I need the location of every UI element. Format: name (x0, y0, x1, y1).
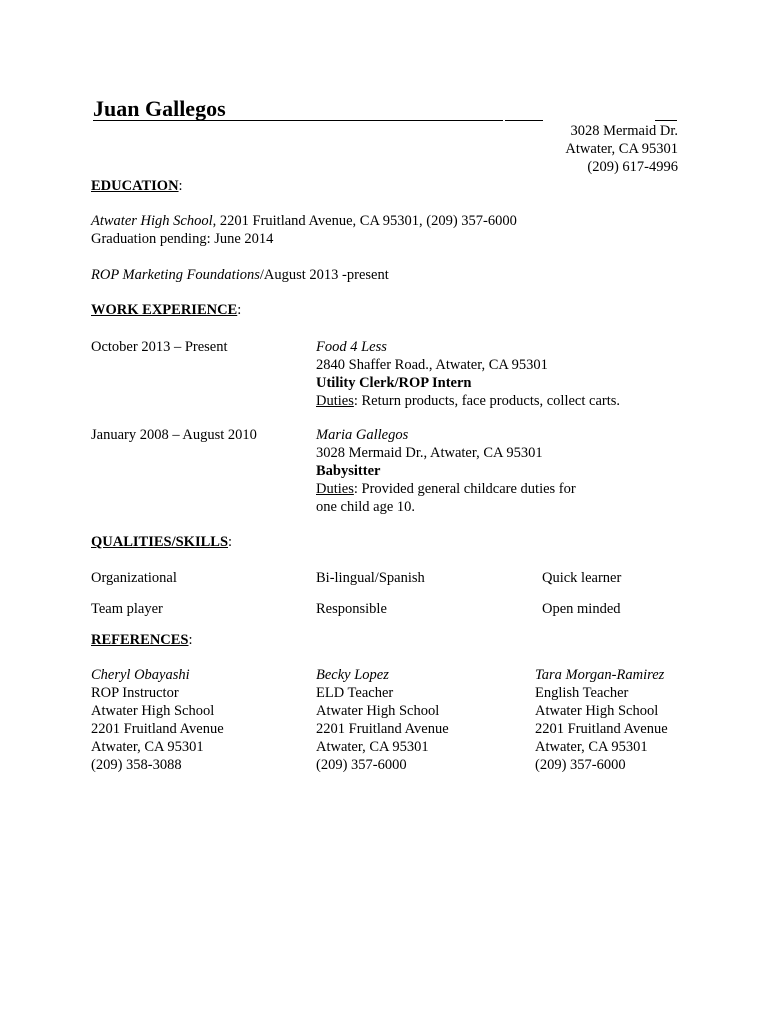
education-program-line (91, 266, 389, 284)
duties-label: Duties (316, 393, 354, 409)
duties-text: : Provided general childcare duties for (353, 481, 576, 497)
reference-phone: (209) 357-6000 (535, 757, 626, 773)
references-heading (91, 631, 193, 649)
job-details (316, 338, 620, 410)
duties-text-continued: one child age 10. (316, 499, 416, 515)
skills-heading (91, 533, 232, 551)
references-heading-text: REFERENCES (91, 632, 189, 648)
education-heading-text: EDUCATION (91, 178, 179, 194)
job-dates: October 2013 – Present (91, 339, 228, 355)
reference-card (535, 666, 668, 774)
education-school-line (91, 212, 517, 230)
reference-street: 2201 Fruitland Avenue (535, 721, 668, 737)
job-duties (316, 392, 620, 410)
work-heading-colon: : (237, 302, 242, 318)
reference-phone: (209) 358-3088 (91, 757, 182, 773)
name-underline-segment (505, 120, 543, 121)
work-heading-text: WORK EXPERIENCE (91, 302, 238, 318)
skills-heading-colon: : (228, 534, 233, 550)
reference-card (316, 666, 449, 774)
contact-phone: (209) 617-4996 (587, 159, 678, 175)
references-heading-colon: : (188, 632, 193, 648)
reference-city: Atwater, CA 95301 (91, 739, 204, 755)
skill-item: Bi-lingual/Spanish (316, 570, 425, 586)
reference-phone: (209) 357-6000 (316, 757, 407, 773)
reference-name: Becky Lopez (316, 667, 389, 683)
job-address: 2840 Shaffer Road., Atwater, CA 95301 (316, 357, 548, 373)
reference-city: Atwater, CA 95301 (316, 739, 429, 755)
skill-item: Responsible (316, 601, 387, 617)
reference-role: English Teacher (535, 685, 629, 701)
name-underline-segment-end (655, 120, 677, 121)
skill-item: Quick learner (542, 570, 622, 586)
education-heading (91, 177, 183, 195)
contact-address-line2: Atwater, CA 95301 (565, 141, 678, 157)
skill-item: Organizational (91, 570, 177, 586)
name-underline (93, 120, 503, 121)
reference-street: 2201 Fruitland Avenue (316, 721, 449, 737)
contact-address-line1: 3028 Mermaid Dr. (570, 123, 678, 139)
school-details: , 2201 Fruitland Avenue, CA 95301, (209) 357-6000 (212, 213, 517, 229)
reference-school: Atwater High School (91, 703, 215, 719)
job-duties (316, 480, 576, 498)
reference-name: Cheryl Obayashi (91, 667, 190, 683)
education-heading-colon: : (178, 178, 183, 194)
reference-school: Atwater High School (535, 703, 659, 719)
reference-street: 2201 Fruitland Avenue (91, 721, 224, 737)
skill-item: Open minded (542, 601, 621, 617)
reference-school: Atwater High School (316, 703, 440, 719)
job-employer: Maria Gallegos (316, 427, 409, 443)
reference-role: ELD Teacher (316, 685, 394, 701)
reference-role: ROP Instructor (91, 685, 179, 701)
school-name: Atwater High School (91, 213, 213, 229)
job-employer: Food 4 Less (316, 339, 387, 355)
job-title: Babysitter (316, 463, 381, 479)
skill-item: Team player (91, 601, 163, 617)
program-name: ROP Marketing Foundations (91, 267, 260, 283)
job-details (316, 426, 576, 516)
program-dates: /August 2013 -present (259, 267, 389, 283)
duties-text: : Return products, face products, collect carts. (353, 393, 620, 409)
job-dates: January 2008 – August 2010 (91, 427, 257, 443)
applicant-name: Juan Gallegos (93, 96, 226, 121)
skills-heading-text: QUALITIES/SKILLS (91, 534, 229, 550)
job-title: Utility Clerk/ROP Intern (316, 375, 472, 391)
job-address: 3028 Mermaid Dr., Atwater, CA 95301 (316, 445, 543, 461)
graduation-status: Graduation pending: June 2014 (91, 231, 274, 247)
reference-name: Tara Morgan-Ramirez (535, 667, 665, 683)
reference-card (91, 666, 224, 774)
reference-city: Atwater, CA 95301 (535, 739, 648, 755)
duties-label: Duties (316, 481, 354, 497)
work-heading (91, 301, 241, 319)
